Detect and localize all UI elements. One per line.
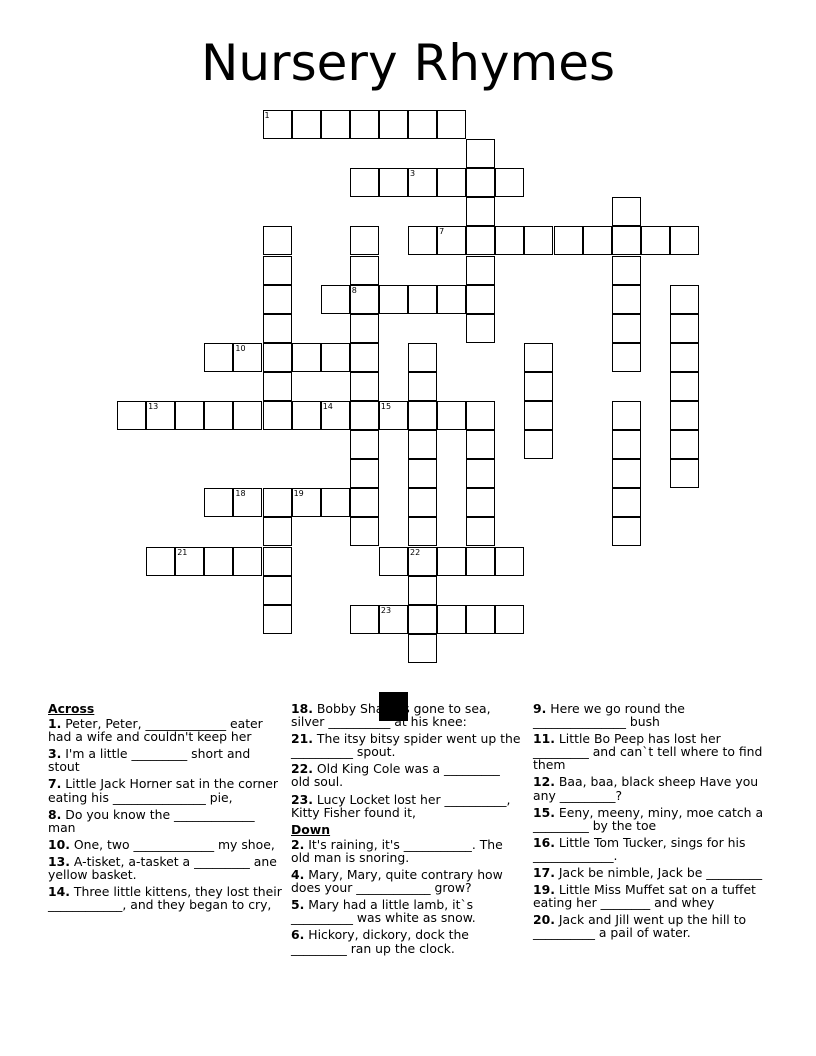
grid-cell[interactable] [321, 110, 350, 139]
clue-text: Here we go round the _______________ bush [533, 701, 685, 730]
grid-cell[interactable] [263, 226, 292, 255]
grid-cell[interactable] [408, 488, 437, 517]
grid-cell[interactable] [466, 314, 495, 343]
across-clue [48, 777, 284, 803]
grid-cell[interactable] [641, 226, 670, 255]
grid-cell[interactable] [670, 314, 699, 343]
grid-cell[interactable] [408, 634, 437, 663]
grid-cell[interactable] [612, 226, 641, 255]
clue-text: It's raining, it's ___________. The old man is snoring. [291, 836, 503, 865]
puzzle-title: Nursery Rhymes [200, 34, 616, 92]
grid-cell[interactable] [524, 226, 553, 255]
clue-number: 1 [264, 111, 270, 120]
clue-text: A-tisket, a-tasket a _________ ane yellow basket. [48, 853, 277, 883]
grid-cell[interactable] [466, 517, 495, 546]
down-clue [291, 868, 521, 894]
clue-text: Old King Cole was a _________ old soul. [291, 761, 500, 790]
grid-cell[interactable] [379, 285, 408, 314]
clue-number: 15 [380, 402, 392, 411]
grid-cell[interactable] [670, 226, 699, 255]
clue-label-number: 6. [291, 927, 305, 943]
grid-cell[interactable] [175, 547, 204, 576]
grid-cell[interactable] [466, 226, 495, 255]
clue-label-number: 5. [291, 897, 305, 913]
grid-cell[interactable] [408, 372, 437, 401]
grid-cell[interactable] [204, 343, 233, 372]
clue-label-number: 11. [533, 731, 555, 747]
clue-label-number: 21. [291, 731, 313, 747]
grid-cell[interactable] [495, 168, 524, 197]
grid-cell[interactable] [408, 517, 437, 546]
clue-text: Little Tom Tucker, sings for his _____________. [533, 834, 746, 863]
grid-cell[interactable] [524, 430, 553, 459]
clue-text: Jack be nimble, Jack be _________ [554, 865, 763, 881]
grid-cell[interactable] [379, 110, 408, 139]
down-clue [291, 898, 521, 924]
clue-label-number: 14. [48, 884, 70, 900]
clue-label-number: 15. [533, 804, 555, 820]
grid-cell[interactable] [263, 256, 292, 285]
grid-cell[interactable] [612, 488, 641, 517]
clue-number: 22 [410, 547, 421, 557]
down-clue [533, 732, 769, 771]
grid-cell[interactable] [408, 168, 437, 197]
grid-cell[interactable] [612, 459, 641, 488]
clues-column-2 [291, 702, 521, 959]
down-clue [533, 836, 769, 862]
clue-number: 18 [235, 489, 246, 499]
grid-cell[interactable] [408, 547, 437, 576]
down-clue [533, 866, 769, 879]
clue-text: Lucy Locket lost her __________, Kitty Fisher found it, [291, 791, 511, 820]
clue-label-number: 4. [291, 867, 305, 883]
clue-label-number: 9. [533, 701, 547, 716]
grid-cell[interactable] [408, 226, 437, 255]
across-clue [291, 702, 521, 728]
grid-cell[interactable] [408, 401, 437, 430]
grid-cell[interactable] [263, 285, 292, 314]
grid-cell[interactable] [292, 488, 321, 517]
grid-cell[interactable] [379, 547, 408, 576]
grid-cell[interactable] [437, 285, 466, 314]
clue-number: 3 [410, 169, 416, 179]
grid-cell[interactable] [263, 401, 292, 430]
clue-label-number: 1. [48, 716, 62, 732]
grid-cell[interactable] [204, 401, 233, 430]
grid-cell[interactable] [612, 430, 641, 459]
grid-cell[interactable] [204, 547, 233, 576]
grid-cell[interactable] [408, 576, 437, 605]
clue-label-number: 19. [533, 882, 555, 898]
grid-cell[interactable] [408, 459, 437, 488]
grid-cell[interactable] [466, 168, 495, 197]
grid-cell[interactable] [524, 372, 553, 401]
clue-label-number: 18. [291, 701, 313, 716]
across-heading: Across [48, 701, 95, 716]
clue-text: Hickory, dickory, dock the _________ ran up the clock. [291, 927, 469, 956]
down-clue [533, 806, 769, 832]
grid-cell[interactable] [524, 343, 553, 372]
clues-column-1 [48, 702, 284, 915]
clue-number: 7 [439, 227, 445, 237]
down-clue [533, 702, 769, 728]
grid-cell[interactable] [466, 547, 495, 576]
grid-cell[interactable] [670, 430, 699, 459]
clue-text: Jack and Jill went up the hill to __________ a pail of water. [533, 912, 747, 941]
down-clue [291, 838, 521, 864]
grid-cell[interactable] [554, 226, 583, 255]
grid-cell[interactable] [117, 401, 146, 430]
grid-cell[interactable] [350, 256, 379, 285]
grid-cell[interactable] [263, 314, 292, 343]
grid-cell[interactable] [263, 488, 292, 517]
across-clue [48, 717, 284, 743]
grid-cell[interactable] [233, 547, 262, 576]
grid-cell[interactable] [437, 226, 466, 255]
grid-cell[interactable] [292, 343, 321, 372]
grid-cell[interactable] [292, 401, 321, 430]
clue-text: Eeny, meeny, miny, moe catch a _________ by the toe [533, 804, 764, 833]
clue-text: Little Miss Muffet sat on a tuffet eating her ________ and whey [533, 882, 756, 911]
clue-number: 13 [148, 402, 159, 411]
grid-cell[interactable] [263, 547, 292, 576]
down-clue [291, 928, 521, 954]
clue-text: Do you know the _____________ man [48, 806, 255, 835]
grid-cell[interactable] [437, 605, 466, 634]
down-clue [533, 883, 769, 909]
clue-text: Baa, baa, black sheep Have you any _________? [533, 774, 759, 803]
grid-cell[interactable] [350, 110, 379, 139]
grid-cell[interactable] [612, 314, 641, 343]
down-clue [533, 775, 769, 801]
grid-cell[interactable] [350, 343, 379, 372]
clue-label-number: 17. [533, 865, 555, 881]
across-clue [48, 885, 284, 911]
grid-cell[interactable] [350, 285, 379, 314]
grid-cell[interactable] [350, 459, 379, 488]
clues-column-3 [533, 702, 769, 944]
clue-number: 8 [351, 285, 357, 295]
grid-cell[interactable] [466, 459, 495, 488]
clue-number: 23 [380, 605, 392, 615]
grid-cell[interactable] [466, 401, 495, 430]
clue-label-number: 7. [48, 776, 62, 792]
grid-cell[interactable] [670, 372, 699, 401]
clue-text: The itsy bitsy spider went up the __________ spout. [291, 731, 521, 760]
grid-cell[interactable] [263, 372, 292, 401]
grid-cell[interactable] [495, 226, 524, 255]
grid-cell[interactable] [350, 314, 379, 343]
grid-cell[interactable] [466, 139, 495, 168]
grid-cell[interactable] [670, 401, 699, 430]
grid-cell[interactable] [670, 285, 699, 314]
grid-cell[interactable] [379, 605, 408, 634]
grid-cell[interactable] [292, 110, 321, 139]
grid-cell[interactable] [263, 343, 292, 372]
clue-text: Little Jack Horner sat in the corner eating his _______________ pie, [48, 776, 278, 805]
grid-cell[interactable] [437, 168, 466, 197]
clue-label-number: 22. [291, 761, 313, 777]
grid-cell[interactable] [379, 401, 408, 430]
grid-cell[interactable] [408, 605, 437, 634]
clue-label-number: 8. [48, 806, 62, 822]
grid-cell[interactable] [466, 197, 495, 226]
grid-cell[interactable] [263, 517, 292, 546]
clue-label-number: 23. [291, 791, 313, 807]
grid-cell[interactable] [670, 343, 699, 372]
clue-text: I'm a little _________ short and stout [48, 746, 251, 775]
grid-cell[interactable] [350, 401, 379, 430]
grid-cell[interactable] [146, 401, 175, 430]
grid-cell[interactable] [583, 226, 612, 255]
grid-cell[interactable] [408, 343, 437, 372]
grid-cell[interactable] [233, 488, 262, 517]
grid-cell[interactable] [466, 488, 495, 517]
grid-cell[interactable] [350, 372, 379, 401]
clue-number: 10 [235, 343, 246, 353]
grid-cell[interactable] [350, 605, 379, 634]
clue-label-number: 16. [533, 834, 555, 850]
clue-label-number: 2. [291, 836, 305, 852]
grid-cell[interactable] [612, 197, 641, 226]
across-clue [48, 747, 284, 773]
grid-cell[interactable] [612, 256, 641, 285]
clue-label-number: 12. [533, 774, 555, 790]
across-clue [48, 855, 284, 881]
grid-cell[interactable] [350, 168, 379, 197]
grid-cell[interactable] [495, 605, 524, 634]
clue-label-number: 10. [48, 836, 70, 852]
grid-cell[interactable] [321, 343, 350, 372]
grid-cell[interactable] [379, 168, 408, 197]
grid-cell[interactable] [350, 226, 379, 255]
grid-cell[interactable] [612, 517, 641, 546]
grid-cell[interactable] [466, 285, 495, 314]
clue-text: Bobby Shafto's gone to sea, silver __________ at his knee: [291, 701, 491, 730]
clue-label-number: 3. [48, 746, 62, 762]
grid-cell[interactable] [321, 488, 350, 517]
grid-cell[interactable] [350, 488, 379, 517]
clue-label-number: 20. [533, 912, 555, 928]
grid-cell[interactable] [670, 459, 699, 488]
down-clue [533, 913, 769, 939]
clue-text: Little Bo Peep has lost her _________ and can`t tell where to find them [533, 731, 763, 773]
grid-cell[interactable] [466, 430, 495, 459]
grid-cell[interactable] [437, 401, 466, 430]
clue-text: Peter, Peter, _____________ eater had a wife and couldn't keep her [48, 716, 263, 745]
clue-text: Three little kittens, they lost their ____________, and they began to cry, [48, 884, 282, 913]
grid-cell[interactable] [408, 285, 437, 314]
across-clue [291, 793, 521, 819]
grid-cell[interactable] [175, 401, 204, 430]
grid-cell[interactable] [612, 343, 641, 372]
grid-cell[interactable] [612, 401, 641, 430]
grid-cell[interactable] [146, 547, 175, 576]
grid-cell[interactable] [263, 576, 292, 605]
grid-cell[interactable] [233, 401, 262, 430]
grid-cell[interactable] [350, 430, 379, 459]
grid-cell[interactable] [612, 285, 641, 314]
grid-cell[interactable] [408, 110, 437, 139]
grid-cell[interactable] [495, 547, 524, 576]
grid-cell[interactable] [263, 110, 292, 139]
across-clue [291, 732, 521, 758]
grid-cell[interactable] [233, 343, 262, 372]
grid-cell[interactable] [204, 488, 233, 517]
clue-text: One, two _____________ my shoe, [69, 836, 275, 852]
grid-cell[interactable] [524, 401, 553, 430]
down-heading: Down [291, 821, 331, 837]
across-clue [48, 838, 284, 851]
grid-cell[interactable] [466, 256, 495, 285]
across-clue [48, 808, 284, 834]
clue-number: 21 [177, 547, 188, 557]
grid-cell[interactable] [437, 547, 466, 576]
clue-text: Mary, Mary, quite contrary how does your ____________ grow? [291, 867, 503, 896]
clue-number: 19 [293, 489, 304, 499]
grid-cell[interactable] [437, 110, 466, 139]
grid-cell[interactable] [350, 517, 379, 546]
grid-cell[interactable] [321, 285, 350, 314]
grid-cell[interactable] [466, 605, 495, 634]
grid-cell[interactable] [321, 401, 350, 430]
grid-cell[interactable] [408, 430, 437, 459]
clue-number: 14 [322, 402, 333, 411]
grid-cell[interactable] [263, 605, 292, 634]
across-clue [291, 762, 521, 788]
clue-label-number: 13. [48, 853, 70, 869]
clue-text: Mary had a little lamb, it`s __________ was white as snow. [291, 897, 476, 926]
